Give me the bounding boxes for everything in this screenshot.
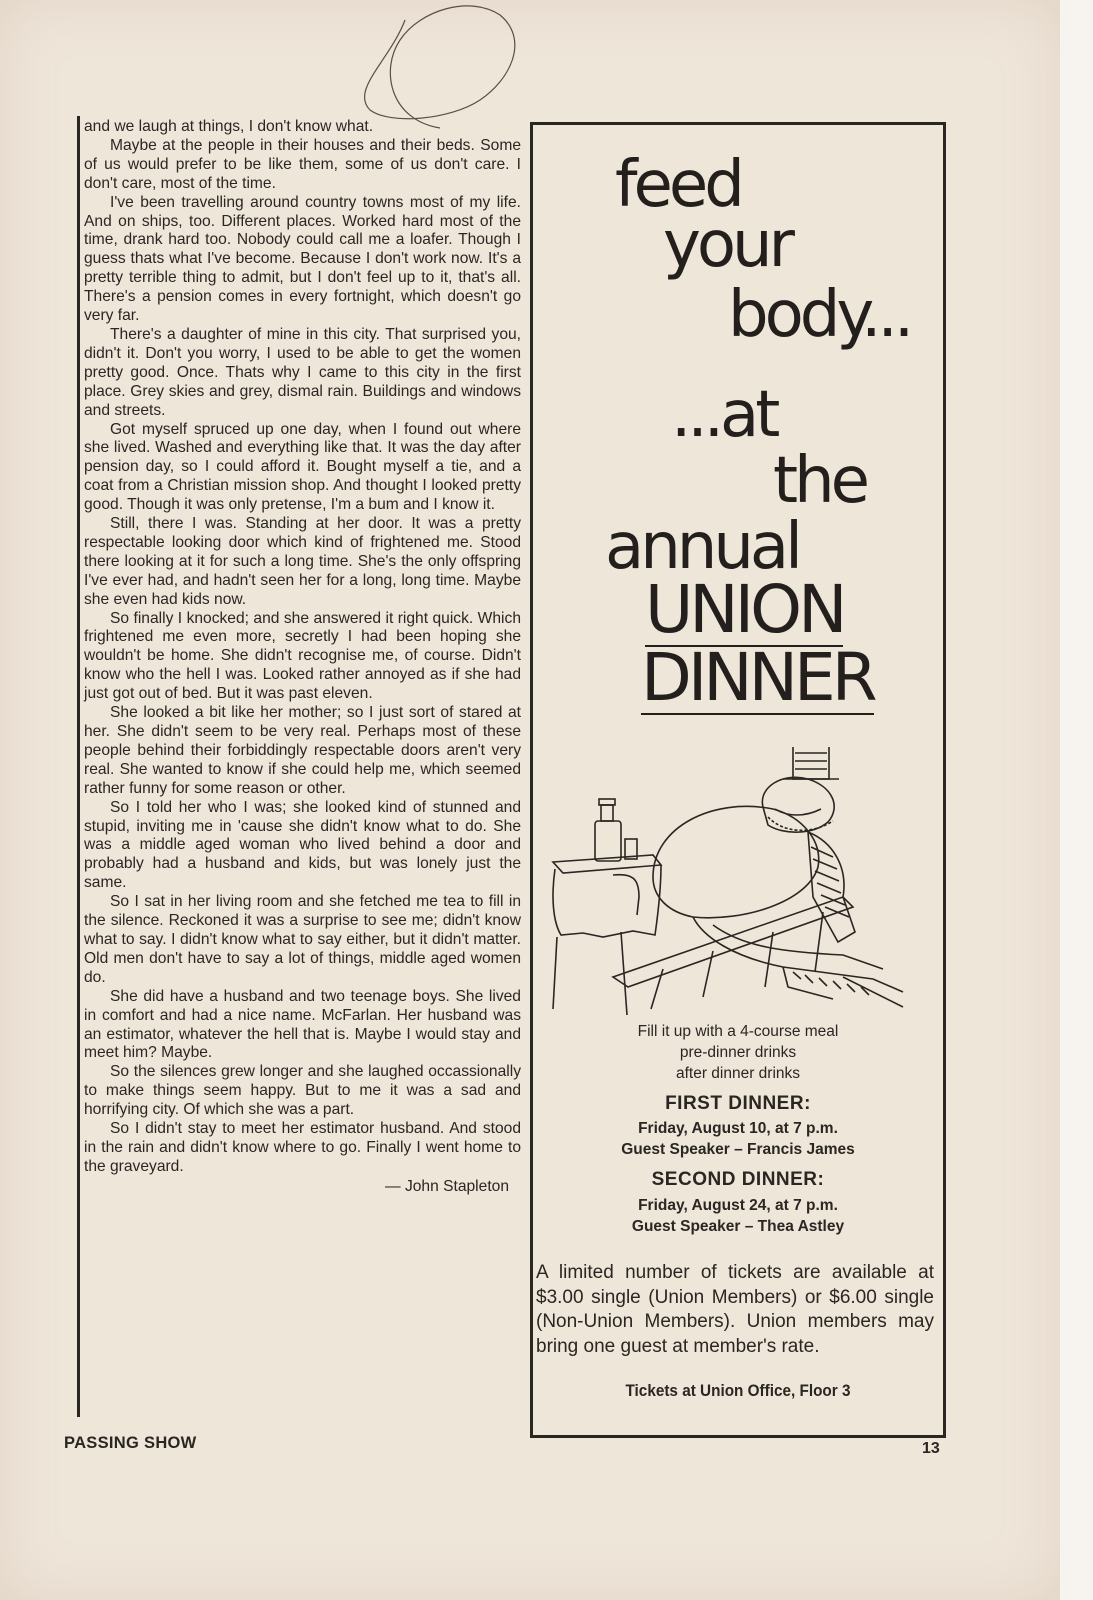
story-paragraph: So finally I knocked; and she answered it right quick. Which frightened me even more, secretly I had been hoping she wouldn't be home. She didn't recognise me, of course. Didn't know who the hell I was. Looked rather annoyed as if she had just got out of bed. But it was past eleven.: [84, 609, 521, 703]
story-paragraph: Maybe at the people in their houses and their beds. Some of us would prefer to be like them, some of us don't care. I don't care, most of the time.: [84, 136, 521, 192]
page-number: 13: [922, 1440, 940, 1457]
ad-headline-body: body...: [728, 278, 911, 352]
menu-line-meal: Fill it up with a 4-course meal: [637, 1023, 839, 1040]
story-paragraph: She looked a bit like her mother; so I just sort of stared at her. She didn't seem to be very real. Perhaps most of these people behind their forbiddingly respectable doors aren't very real. She wanted to know if she could help me, which seemed rather funny for some reason or other.: [84, 704, 521, 797]
story-paragraph: So I told her who I was; she looked kind of stunned and stupid, inviting me in 'cause she didn't know what to do. She was a middle aged woman who lived behind a door and probably had a husband and kids, but was lonely just the same.: [84, 798, 521, 892]
page-edge: [1060, 0, 1093, 1600]
ad-headline-your: your: [663, 208, 791, 282]
ad-headline-annual: annual: [605, 510, 799, 584]
satiated-man-illustration: [543, 747, 933, 1017]
story-paragraph: and we laugh at things, I don't know what.: [84, 118, 374, 135]
story-paragraph: So I sat in her living room and she fetched me tea to fill in the silence. Reckoned it was a surprise to see me; didn't know what to say. I didn't know what to say either, but it didn't matter. Old men don't have to say a lot of things, middle aged women do.: [84, 893, 521, 986]
story-paragraph: She did have a husband and two teenage boys. She lived in comfort and had a nice name. McFarlan. Her husband was an estimator, whatever the hell that is. Maybe I would stay and meet him? Maybe.: [84, 987, 521, 1062]
ad-headline-union: UNION: [645, 571, 844, 648]
story-column: [84, 118, 521, 1197]
pencil-scribble-mark: [330, 0, 550, 130]
story-paragraph: Still, there I was. Standing at her door. It was a pretty respectable looking door which kind of frightened me. Stood there looking at it for such a long time. She's the only offspring I've ever had, and hadn't seen her for a long, long time. Maybe she even had kids now.: [84, 515, 521, 608]
ad-headline-the: the: [773, 444, 867, 518]
union-dinner-advert: [530, 122, 946, 1438]
tickets-info: A limited number of tickets are available at $3.00 single (Union Members) or $6.00 single (Non-Union Members). Union members may bring one guest at member's rate.: [536, 1262, 934, 1357]
menu-line-predinner: pre-dinner drinks: [679, 1044, 797, 1061]
story-signature: — John Stapleton: [385, 1177, 509, 1195]
tickets-office: Tickets at Union Office, Floor 3: [625, 1381, 851, 1400]
ad-headline-at: ...at: [671, 378, 777, 452]
second-dinner-details: [533, 1195, 943, 1237]
publication-name: PASSING SHOW: [64, 1434, 197, 1452]
second-dinner-speaker: Guest Speaker – Thea Astley: [631, 1218, 845, 1235]
menu-description: [533, 1021, 943, 1084]
first-dinner-details: [533, 1118, 943, 1160]
first-dinner-speaker: Guest Speaker – Francis James: [621, 1141, 855, 1158]
story-paragraph: So I didn't stay to meet her estimator husband. And stood in the rain and didn't know where to go. Finally I went home to the graveyard.: [84, 1120, 521, 1175]
second-dinner-heading: SECOND DINNER:: [651, 1169, 825, 1190]
first-dinner-heading: FIRST DINNER:: [665, 1093, 811, 1114]
menu-line-afterdinner: after dinner drinks: [675, 1065, 801, 1082]
ad-headline-dinner: DINNER: [641, 639, 874, 716]
ad-headline-feed: feed: [615, 148, 741, 222]
story-paragraph: I've been travelling around country towns most of my life. And on ships, too. Different places. Worked hard most of the time, drank hard too. Nobody could call me a loafer. Though I guess thats what I've become. Because I don't work now. It's a pretty terrible thing to admit, but I don't feel up to it, that's all. There's a pension comes in every fortnight, which doesn't go very far.: [84, 193, 521, 325]
story-column-rule: [77, 116, 80, 1417]
story-paragraph: So the silences grew longer and she laughed occassionally to make things seem happy. But to me it was a sad and horrifying city. Of which she was a part.: [84, 1063, 521, 1119]
second-dinner-date: Friday, August 24, at 7 p.m.: [638, 1197, 838, 1214]
story-paragraph: Got myself spruced up one day, when I found out where she lived. Washed and everything like that. It was the day after pension day, so I could afford it. Bought myself a tie, and a coat from a Christian mission shop. And thought I looked pretty good. Though it was only pretense, I'm a bum and I know it.: [84, 420, 521, 514]
first-dinner-date: Friday, August 10, at 7 p.m.: [638, 1120, 838, 1137]
story-paragraph: There's a daughter of mine in this city. That surprised you, didn't it. Don't you worry, I used to be able to get the women pretty good. Once. Thats why I came to this city in the first place. Grey skies and grey, dismal rain. Buildings and windows and streets.: [84, 325, 521, 419]
